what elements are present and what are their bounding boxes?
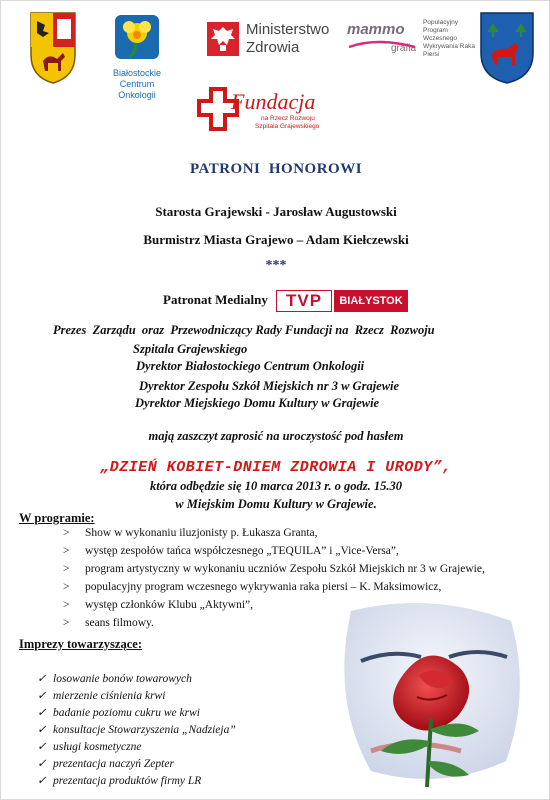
- fundacja-sub2: Szpitala Grajewskiego: [255, 123, 320, 130]
- page-title: PATRONI HONOROWI: [189, 161, 363, 177]
- mammo-sub: grafia: [391, 43, 417, 54]
- host-line-5: Dyrektor Miejskiego Domu Kultury w Grajewie: [135, 396, 380, 410]
- list-item: > występ zespołów tańca współczesnego „TEQUILA” i „Vice-Versa”,: [63, 545, 399, 557]
- list-item: ✓ badanie poziomu cukru we krwi: [37, 707, 200, 719]
- fundacja-word: Fundacja: [231, 89, 316, 114]
- mammo-program: Populacyjny Program Wczesnego Wykrywania Raka Piersi: [423, 19, 475, 58]
- list-item: ✓ mierzenie ciśnienia krwi: [37, 690, 166, 702]
- ministry-line2: Zdrowia: [246, 39, 300, 56]
- host-line-4: Dyrektor Zespołu Szkół Miejskich nr 3 w Grajewie: [139, 379, 400, 393]
- grajewo-coat-of-arms: [479, 11, 535, 85]
- media-patron-label: Patronat Medialny: [163, 292, 268, 307]
- check-icon: ✓: [37, 690, 47, 702]
- list-item: ✓ prezentacja naczyń Zepter: [37, 758, 174, 770]
- list-item: > występ członków Klubu „Aktywni”,: [63, 599, 253, 611]
- patron-burmistrz: Burmistrz Miasta Grajewo – Adam Kiełczewski: [143, 232, 409, 247]
- mammo-word: mammo: [347, 21, 405, 38]
- list-item: ✓ usługi kosmetyczne: [37, 741, 142, 753]
- event-date: która odbędzie się 10 marca 2013 r. o godz. 15.30: [149, 479, 403, 493]
- patron-starosta: Starosta Grajewski - Jarosław Augustowski: [155, 204, 397, 219]
- check-icon: ✓: [37, 707, 47, 719]
- event-place: w Miejskim Domu Kultury w Grajewie.: [175, 497, 377, 511]
- list-item: > populacyjny program wczesnego wykrywania raka piersi – K. Maksimowicz,: [63, 581, 442, 593]
- tvp-bialystok-logo: [276, 290, 408, 312]
- check-icon: ✓: [37, 741, 47, 753]
- host-line-3: Dyrektor Białostockiego Centrum Onkologii: [136, 359, 365, 373]
- host-line-2: Szpitala Grajewskiego: [133, 342, 248, 356]
- list-item: > seans filmowy.: [63, 617, 154, 629]
- mammografia-logo: [347, 19, 473, 69]
- list-item: ✓ konsultacje Stowarzyszenia „Nadzieja”: [37, 724, 236, 736]
- list-item: ✓ losowanie bonów towarowych: [37, 673, 192, 685]
- bco-logo: [105, 13, 169, 99]
- event-slogan: „DZIEŃ KOBIET-DNIEM ZDROWIA I URODY”,: [100, 459, 452, 476]
- tvp-city: BIAŁYSTOK: [339, 295, 403, 307]
- pink-swoosh-icon: [347, 39, 417, 53]
- daffodil-icon: [105, 13, 169, 61]
- fundacja-logo: [197, 87, 347, 133]
- side-events-title: Imprezy towarzyszące:: [19, 637, 142, 651]
- list-item: ✓ prezentacja produktów firmy LR: [37, 775, 202, 787]
- tvp-brand: TVP: [285, 291, 323, 310]
- bco-logo-text: Białostockie Centrum Onkologii: [112, 68, 162, 100]
- side-events-list: [37, 671, 317, 790]
- check-icon: ✓: [37, 775, 47, 787]
- polish-eagle-icon: [206, 21, 240, 57]
- check-icon: ✓: [37, 724, 47, 736]
- separator: ***: [265, 258, 287, 273]
- invitation-text: mają zaszczyt zaprosić na uroczystość pod hasłem: [148, 429, 404, 443]
- rose-face-illustration: [331, 601, 531, 791]
- list-item: > Show w wykonaniu iluzjonisty p. Łukasza Granta,: [63, 527, 318, 539]
- check-icon: ✓: [37, 758, 47, 770]
- program-title: W programie:: [19, 511, 95, 525]
- ministry-line1: Ministerstwo: [246, 21, 330, 38]
- fundacja-sub1: na Rzecz Rozwoju: [261, 115, 315, 122]
- ministry-of-health-logo: [206, 21, 341, 61]
- grajewo-county-coat-of-arms: [29, 11, 77, 85]
- check-icon: ✓: [37, 673, 47, 685]
- list-item: > program artystyczny w wykonaniu uczniów Zespołu Szkół Miejskich nr 3 w Grajewie,: [63, 563, 485, 575]
- host-line-1: Prezes Zarządu oraz Przewodniczący Rady Fundacji na Rzecz Rozwoju: [53, 323, 435, 337]
